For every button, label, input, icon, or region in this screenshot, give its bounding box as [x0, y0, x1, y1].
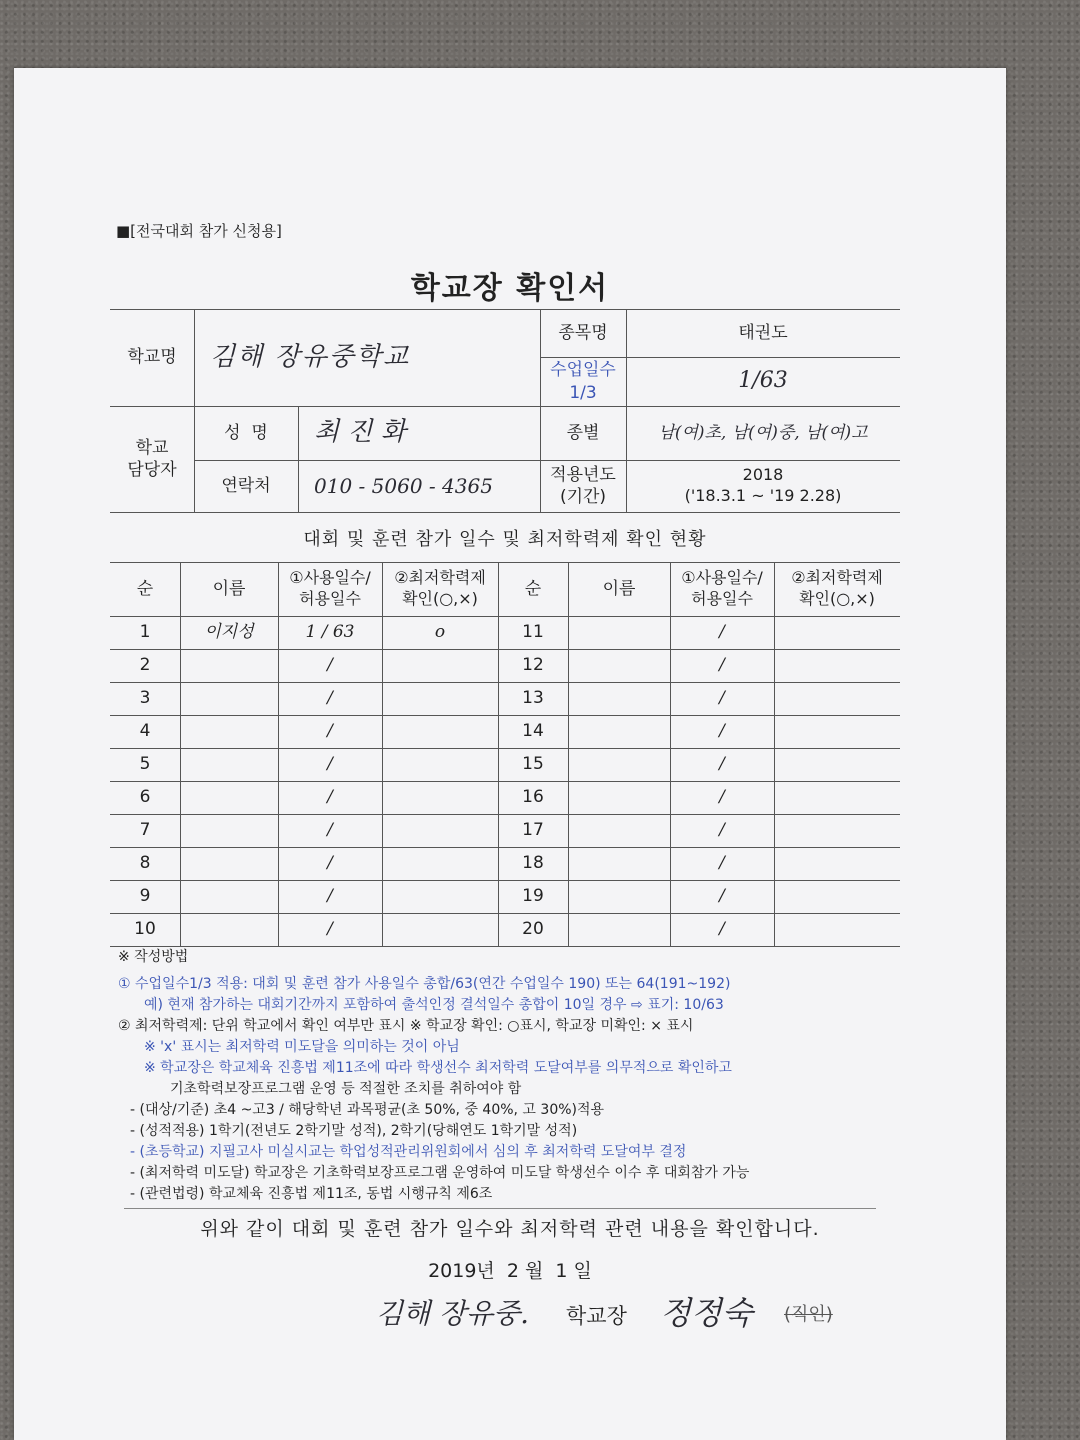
info-line [110, 512, 900, 513]
contact-person-line1: 학교 [135, 437, 169, 458]
row-days: / [327, 886, 333, 907]
header-min-line1: ②최저학력제 [791, 568, 883, 588]
note-1a: ① 수업일수1/3 적용: 대회 및 훈련 참가 사용일수 총합/63(연간 수업일수 190) 또는 64(191~192) [118, 976, 731, 992]
info-line [298, 406, 299, 512]
table-line [774, 562, 775, 946]
row-days: / [719, 853, 725, 874]
header-min-line2: 확인(○,×) [402, 589, 478, 608]
right-header-no: 순 [524, 578, 542, 599]
table-title: 대회 및 훈련 참가 일수 및 최저학력제 확인 현황 [303, 529, 707, 551]
notes-heading: ※ 작성방법 [118, 949, 189, 965]
right-header-min [774, 562, 900, 616]
row-check: o [434, 622, 446, 643]
name-value: 최 진 화 [314, 417, 406, 448]
row-days: / [327, 754, 333, 775]
row-days: / [719, 688, 725, 709]
school-value: 김해 장유중학교 [210, 341, 411, 372]
document-title: 학교장 확인서 [410, 271, 610, 306]
days-label-line1: 수업일수 [550, 360, 616, 381]
row-number: 3 [139, 688, 151, 709]
year-value-line2: ('18.3.1 ~ '19 2.28) [684, 486, 842, 505]
row-days: / [719, 622, 725, 643]
row-days: / [327, 787, 333, 808]
notes-divider [124, 1208, 876, 1209]
row-number: 18 [522, 853, 544, 874]
sport-value: 태권도 [738, 322, 788, 343]
row-number: 1 [139, 622, 151, 643]
row-days: / [327, 688, 333, 709]
row-days: 1 / 63 [305, 622, 355, 643]
header-min-line2: 확인(○,×) [799, 589, 875, 608]
row-days: / [719, 787, 725, 808]
row-number: 7 [139, 820, 151, 841]
row-number: 16 [522, 787, 544, 808]
row-name: 이지성 [204, 622, 254, 643]
row-days: / [327, 721, 333, 742]
row-days: / [719, 655, 725, 676]
detail-1: - (대상/기준) 초4 ~고3 / 해당학년 과목평균(초 50%, 중 40%, 고 30%)적용 [130, 1102, 605, 1118]
header-days-line1: ①사용일수/ [289, 568, 371, 588]
row-number: 17 [522, 820, 544, 841]
year-value-line1: 2018 [742, 465, 784, 485]
right-header-name: 이름 [602, 578, 636, 599]
header-days-line2: 허용일수 [691, 589, 753, 608]
year-value [626, 460, 900, 512]
note-2a: ② 최저학력제: 단위 학교에서 확인 여부만 표시 ※ 학교장 확인: ○표시, 학교장 미확인: × 표시 [118, 1018, 694, 1034]
days-label [540, 357, 626, 406]
school-label: 학교명 [127, 347, 177, 368]
row-number: 14 [522, 721, 544, 742]
contact-person-line2: 담당자 [127, 460, 177, 480]
document-paper [14, 68, 1006, 1440]
left-header-min [382, 562, 498, 616]
days-label-line2: 1/3 [569, 382, 597, 403]
note-2b: ※ 'x' 표시는 최저학력 미도달을 의미하는 것이 아님 [144, 1039, 460, 1055]
detail-5: - (관련법령) 학교체육 진흥법 제11조, 동법 시행규칙 제6조 [130, 1186, 493, 1202]
row-number: 12 [522, 655, 544, 676]
principal-signature: 정정숙 [660, 1294, 753, 1332]
name-label: 성 명 [224, 422, 268, 443]
row-days: / [327, 655, 333, 676]
row-number: 6 [139, 787, 151, 808]
detail-4: - (최저학력 미도달) 학교장은 기초학력보장프로그램 운영하여 미도달 학생선수 이수 후 대회참가 가능 [130, 1165, 750, 1181]
row-number: 19 [522, 886, 544, 907]
principal-label: 학교장 [566, 1304, 627, 1328]
row-days: / [719, 754, 725, 775]
year-label-line1: 적용년도 [550, 464, 616, 485]
row-days: / [719, 886, 725, 907]
row-days: / [719, 820, 725, 841]
detail-3: - (초등학교) 지필고사 미실시교는 학업성적관리위원회에서 심의 후 최저학력 도달여부 결정 [130, 1144, 687, 1160]
year-label-line2: (기간) [559, 487, 607, 507]
left-header-days [278, 562, 382, 616]
phone-value: 010 - 5060 - 4365 [314, 474, 493, 498]
row-days: / [719, 721, 725, 742]
row-number: 11 [522, 622, 544, 643]
note-2c: ※ 학교장은 학교체육 진흥법 제11조에 따라 학생선수 최저학력 도달여부를 의무적으로 확인하고 [144, 1060, 732, 1076]
row-number: 9 [139, 886, 151, 907]
left-header-no: 순 [136, 578, 154, 599]
row-number: 2 [139, 655, 151, 676]
row-number: 15 [522, 754, 544, 775]
right-header-days [670, 562, 774, 616]
header-days-line2: 허용일수 [299, 589, 361, 608]
form-tag: ■[전국대회 참가 신청용] [116, 222, 282, 240]
table-line [110, 946, 900, 947]
header-min-line1: ②최저학력제 [394, 568, 486, 588]
row-number: 4 [139, 721, 151, 742]
confirm-date: 2019년 2 월 1 일 [428, 1260, 592, 1282]
sport-label: 종목명 [558, 322, 608, 343]
row-number: 5 [139, 754, 151, 775]
row-number: 13 [522, 688, 544, 709]
left-header-name: 이름 [212, 578, 246, 599]
row-days: / [719, 919, 725, 940]
phone-label: 연락처 [221, 475, 271, 496]
type-value: 남(여)초, 남(여)중, 남(여)고 [658, 422, 868, 443]
note-1b: 예) 현재 참가하는 대회기간까지 포함하여 출석인정 결석일수 총합이 10일 경우 ⇨ 표기: 10/63 [144, 997, 724, 1013]
contact-person-label [110, 406, 194, 512]
row-number: 20 [522, 919, 544, 940]
header-days-line1: ①사용일수/ [681, 568, 763, 588]
row-days: / [327, 820, 333, 841]
days-value: 1/63 [738, 368, 788, 394]
table-line [568, 562, 569, 946]
seal-label: (직인) [784, 1304, 833, 1325]
row-days: / [327, 919, 333, 940]
row-number: 10 [134, 919, 156, 940]
year-label [540, 460, 626, 512]
row-number: 8 [139, 853, 151, 874]
note-2d: 기초학력보장프로그램 운영 등 적절한 조치를 취하여야 함 [170, 1081, 522, 1097]
confirm-statement: 위와 같이 대회 및 훈련 참가 일수와 최저학력 관련 내용을 확인합니다. [200, 1218, 820, 1240]
school-handwritten: 김해 장유중. [376, 1297, 530, 1330]
type-label: 종별 [566, 422, 600, 443]
detail-2: - (성적적용) 1학기(전년도 2학기말 성적), 2학기(당해연도 1학기말 성적) [130, 1123, 578, 1139]
row-days: / [327, 853, 333, 874]
